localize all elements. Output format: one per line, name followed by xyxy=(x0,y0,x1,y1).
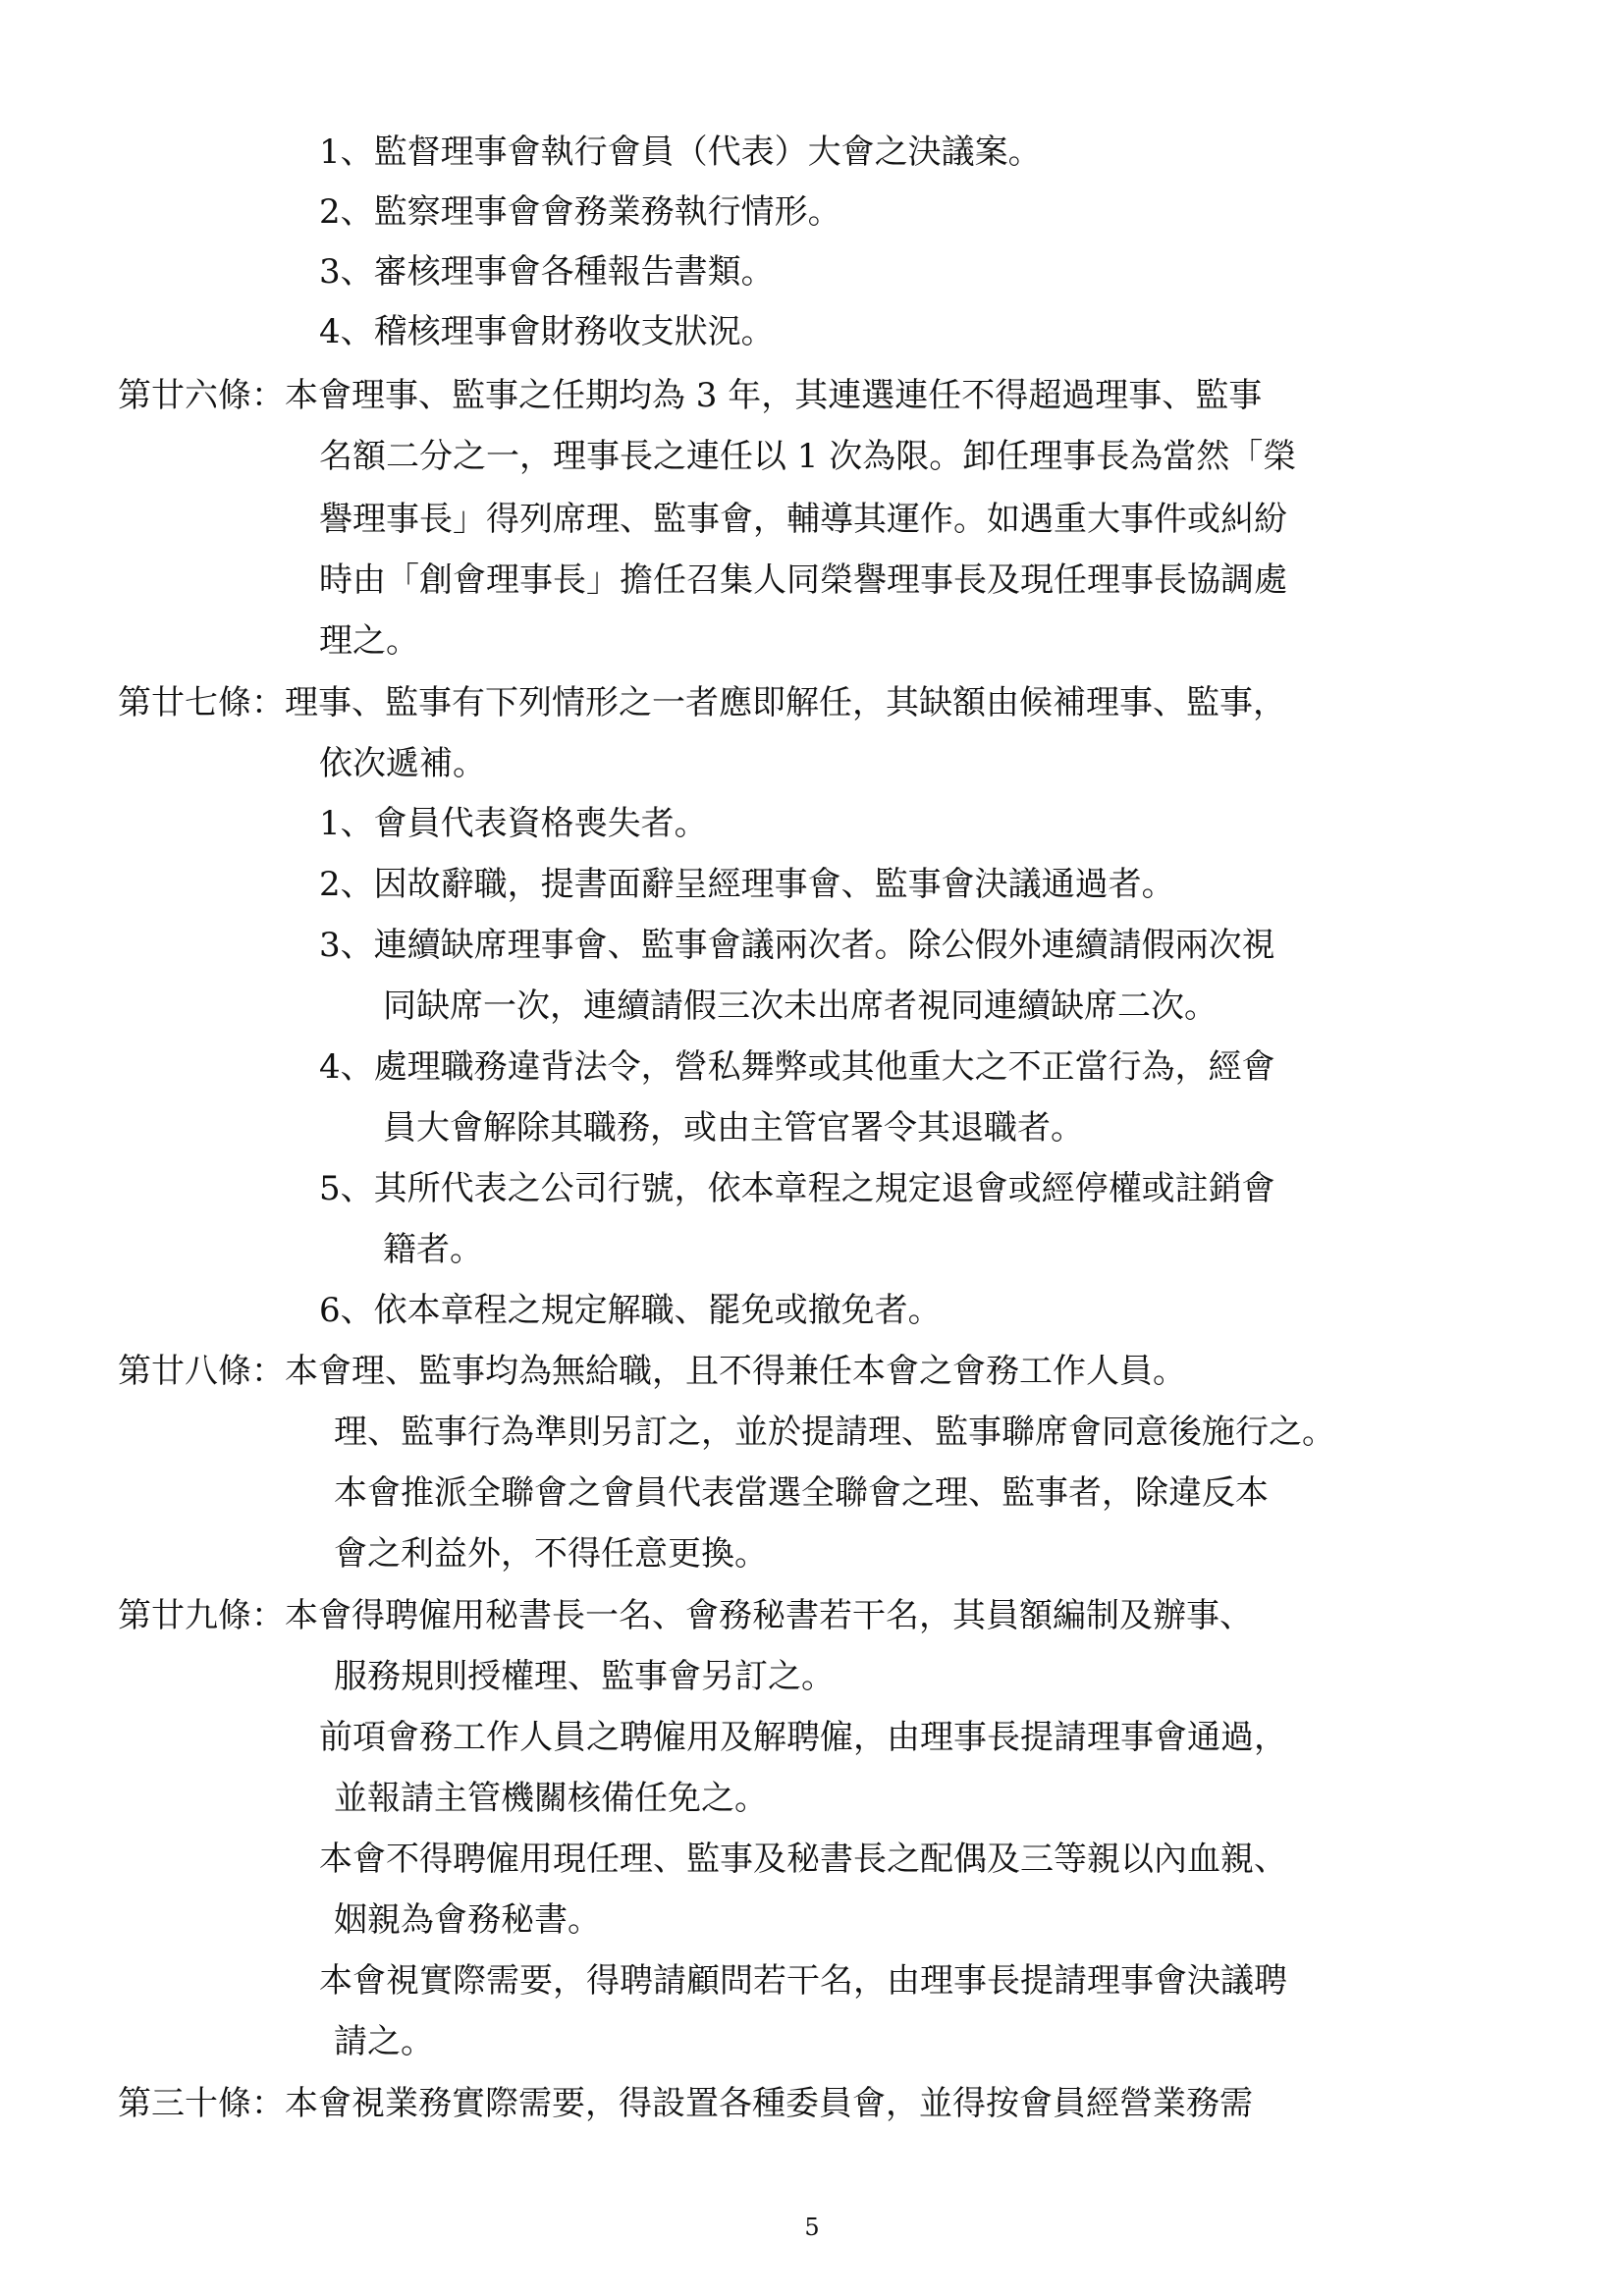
text-line: 4、稽核理事會財務收支狀況。 xyxy=(319,312,775,351)
text-line: 3、連續缺席理事會、監事會議兩次者。除公假外連續請假兩次視 xyxy=(319,926,1275,965)
article-26-heading: 第廿六條：本會理事、監事之任期均為 3 年，其連選連任不得超過理事、監事 xyxy=(118,376,1263,415)
text-line: 名額二分之一，理事長之連任以 1 次為限。卸任理事長為當然「榮 xyxy=(319,437,1297,476)
text-line: 並報請主管機關核備任免之。 xyxy=(334,1779,768,1818)
article-30-heading: 第三十條：本會視業務實際需要，得設置各種委員會，並得按會員經營業務需 xyxy=(118,2084,1253,2123)
text-line: 會之利益外，不得任意更換。 xyxy=(334,1534,768,1574)
text-line: 1、會員代表資格喪失者。 xyxy=(319,804,708,843)
text-line: 姻親為會務秘書。 xyxy=(334,1900,601,1940)
text-line: 同缺席一次，連續請假三次未出席者視同連續缺席二次。 xyxy=(383,987,1218,1026)
text-line: 理之。 xyxy=(319,621,419,661)
text-line: 2、因故辭職，提書面辭呈經理事會、監事會決議通過者。 xyxy=(319,865,1175,904)
text-line: 理、監事行為準則另訂之，並於提請理、監事聯席會同意後施行之。 xyxy=(334,1413,1335,1452)
text-line: 譽理事長」得列席理、監事會，輔導其運作。如遇重大事件或糾紛 xyxy=(319,500,1287,539)
text-line: 依次遞補。 xyxy=(319,744,486,783)
text-line: 籍者。 xyxy=(383,1230,483,1269)
page-number: 5 xyxy=(804,2214,820,2241)
article-28-heading: 第廿八條：本會理、監事均為無給職，且不得兼任本會之會務工作人員。 xyxy=(118,1352,1186,1391)
text-line: 時由「創會理事長」擔任召集人同榮譽理事長及現任理事長協調處 xyxy=(319,561,1287,600)
text-line: 服務規則授權理、監事會另訂之。 xyxy=(334,1657,835,1696)
article-27-heading: 第廿七條：理事、監事有下列情形之一者應即解任，其缺額由候補理事、監事， xyxy=(118,683,1286,722)
text-line: 3、審核理事會各種報告書類。 xyxy=(319,252,775,292)
text-line: 5、其所代表之公司行號，依本章程之規定退會或經停權或註銷會 xyxy=(319,1169,1275,1208)
text-line: 2、監察理事會會務業務執行情形。 xyxy=(319,192,841,232)
text-line: 4、處理職務違背法令，營私舞弊或其他重大之不正當行為，經會 xyxy=(319,1047,1275,1087)
text-line: 員大會解除其職務，或由主管官署令其退職者。 xyxy=(383,1108,1084,1148)
text-line: 本會推派全聯會之會員代表當選全聯會之理、監事者，除違反本 xyxy=(334,1473,1269,1513)
text-line: 本會不得聘僱用現任理、監事及秘書長之配偶及三等親以內血親、 xyxy=(319,1840,1287,1879)
text-line: 請之。 xyxy=(334,2022,434,2061)
article-29-heading: 第廿九條：本會得聘僱用秘書長一名、會務秘書若干名，其員額編制及辦事、 xyxy=(118,1596,1253,1635)
text-line: 前項會務工作人員之聘僱用及解聘僱，由理事長提請理事會通過， xyxy=(319,1718,1287,1757)
text-line: 1、監督理事會執行會員（代表）大會之決議案。 xyxy=(319,133,1042,172)
text-line: 6、依本章程之規定解職、罷免或撤免者。 xyxy=(319,1291,942,1330)
text-line: 本會視實際需要，得聘請顧問若干名，由理事長提請理事會決議聘 xyxy=(319,1961,1287,2001)
